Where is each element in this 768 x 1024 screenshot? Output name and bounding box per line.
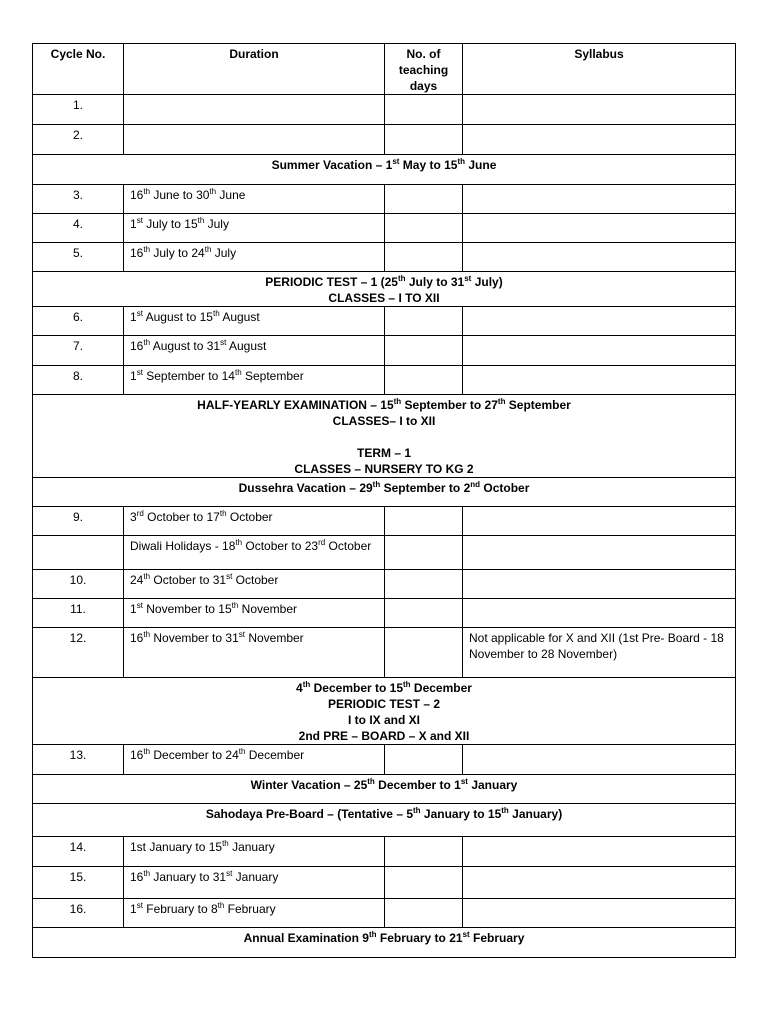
cycle-row	[33, 899, 736, 928]
cycle-row	[33, 243, 736, 272]
cycle-row	[33, 125, 736, 155]
syllabus-cell	[463, 243, 736, 272]
cycle-no-cell: 16.	[33, 899, 124, 928]
teaching-days-cell	[385, 185, 463, 214]
teaching-days-cell	[385, 745, 463, 775]
cycle-row	[33, 336, 736, 366]
teaching-days-cell	[385, 366, 463, 395]
syllabus-cell	[463, 745, 736, 775]
cycle-no-cell: 15.	[33, 867, 124, 899]
syllabus-cell	[463, 599, 736, 628]
syllabus-cell	[463, 307, 736, 336]
duration-cell: 1st September to 14th September	[124, 366, 385, 395]
cycle-no-cell: 8.	[33, 366, 124, 395]
teaching-days-cell	[385, 837, 463, 867]
teaching-days-cell	[385, 336, 463, 366]
section-line: 2nd PRE – BOARD – X and XII	[298, 729, 470, 743]
academic-plan-table	[32, 43, 736, 958]
syllabus-cell	[463, 214, 736, 243]
duration-cell	[124, 125, 385, 155]
section-line: Winter Vacation – 25th December to 1st January	[250, 777, 518, 792]
section-line: 4th December to 15th December	[296, 680, 472, 695]
section-line: PERIODIC TEST – 2	[327, 697, 441, 711]
section-line: Annual Examination 9th February to 21st February	[243, 930, 525, 945]
section-row	[33, 775, 736, 804]
cycle-no-cell: 5.	[33, 243, 124, 272]
teaching-days-cell	[385, 570, 463, 599]
syllabus-cell	[463, 837, 736, 867]
teaching-days-cell	[385, 628, 463, 678]
duration-cell: 1st August to 15th August	[124, 307, 385, 336]
teaching-days-cell	[385, 599, 463, 628]
cycle-row	[33, 599, 736, 628]
syllabus-cell	[463, 507, 736, 536]
section-line: I to IX and XI	[347, 713, 420, 727]
section-line	[39, 429, 729, 445]
duration-cell: 1st January to 15th January	[124, 837, 385, 867]
section-heading	[33, 928, 736, 958]
syllabus-cell	[463, 125, 736, 155]
teaching-days-cell	[385, 536, 463, 570]
header-teaching-days: No. of teaching days	[385, 44, 463, 95]
syllabus-cell	[463, 867, 736, 899]
section-row	[33, 272, 736, 307]
cycle-row	[33, 507, 736, 536]
section-heading	[33, 775, 736, 804]
cycle-row	[33, 628, 736, 678]
section-line: CLASSES – NURSERY TO KG 2	[294, 462, 474, 476]
syllabus-cell	[463, 185, 736, 214]
section-line: HALF-YEARLY EXAMINATION – 15th September to 27th September	[197, 397, 571, 412]
cycle-row	[33, 536, 736, 570]
duration-cell: 3rd October to 17th October	[124, 507, 385, 536]
cycle-no-cell: 1.	[33, 95, 124, 125]
duration-cell: 16th December to 24th December	[124, 745, 385, 775]
header-duration: Duration	[124, 44, 385, 95]
section-row	[33, 478, 736, 507]
cycle-no-cell: 7.	[33, 336, 124, 366]
section-heading	[33, 272, 736, 307]
header-row	[33, 44, 736, 95]
duration-cell	[124, 95, 385, 125]
section-line: Dussehra Vacation – 29th September to 2nd October	[238, 480, 530, 495]
duration-cell: 16th July to 24th July	[124, 243, 385, 272]
teaching-days-cell	[385, 243, 463, 272]
header-cycle-no: Cycle No.	[33, 44, 124, 95]
teaching-days-cell	[385, 125, 463, 155]
cycle-row	[33, 95, 736, 125]
cycle-no-cell	[33, 536, 124, 570]
cycle-no-cell: 10.	[33, 570, 124, 599]
duration-cell: 16th January to 31st January	[124, 867, 385, 899]
teaching-days-cell	[385, 214, 463, 243]
syllabus-cell	[463, 570, 736, 599]
duration-cell: 16th November to 31st November	[124, 628, 385, 678]
section-line: Summer Vacation – 1st May to 15th June	[271, 157, 497, 172]
section-row	[33, 928, 736, 958]
section-line: CLASSES – I TO XII	[328, 291, 440, 305]
cycle-no-cell: 12.	[33, 628, 124, 678]
plan-table-body	[33, 44, 736, 958]
section-line: CLASSES– I to XII	[332, 414, 436, 428]
header-syllabus: Syllabus	[463, 44, 736, 95]
section-row	[33, 804, 736, 837]
duration-cell: 1st February to 8th February	[124, 899, 385, 928]
syllabus-cell: Not applicable for X and XII (1st Pre- Board - 18 November to 28 November)	[463, 628, 736, 678]
section-heading	[33, 678, 736, 745]
syllabus-cell	[463, 95, 736, 125]
section-heading	[33, 804, 736, 837]
section-heading	[33, 395, 736, 478]
duration-cell: 16th June to 30th June	[124, 185, 385, 214]
cycle-row	[33, 214, 736, 243]
section-line: TERM – 1	[356, 446, 411, 460]
teaching-days-cell	[385, 867, 463, 899]
cycle-row	[33, 570, 736, 599]
cycle-no-cell: 2.	[33, 125, 124, 155]
cycle-no-cell: 13.	[33, 745, 124, 775]
teaching-days-cell	[385, 307, 463, 336]
duration-cell: 16th August to 31st August	[124, 336, 385, 366]
section-line: PERIODIC TEST – 1 (25th July to 31st July)	[265, 274, 503, 289]
section-row	[33, 395, 736, 478]
cycle-no-cell: 11.	[33, 599, 124, 628]
cycle-no-cell: 3.	[33, 185, 124, 214]
teaching-days-cell	[385, 507, 463, 536]
cycle-row	[33, 307, 736, 336]
duration-cell: 24th October to 31st October	[124, 570, 385, 599]
duration-cell: 1st November to 15th November	[124, 599, 385, 628]
duration-cell: Diwali Holidays - 18th October to 23rd October	[124, 536, 385, 570]
cycle-no-cell: 9.	[33, 507, 124, 536]
cycle-row	[33, 185, 736, 214]
teaching-days-cell	[385, 899, 463, 928]
teaching-days-cell	[385, 95, 463, 125]
cycle-row	[33, 745, 736, 775]
cycle-row	[33, 867, 736, 899]
section-line: Sahodaya Pre-Board – (Tentative – 5th January to 15th January)	[205, 806, 563, 821]
section-heading	[33, 478, 736, 507]
syllabus-cell	[463, 536, 736, 570]
cycle-no-cell: 4.	[33, 214, 124, 243]
cycle-row	[33, 366, 736, 395]
duration-cell: 1st July to 15th July	[124, 214, 385, 243]
cycle-row	[33, 837, 736, 867]
section-row	[33, 678, 736, 745]
syllabus-cell	[463, 899, 736, 928]
section-row	[33, 155, 736, 185]
cycle-no-cell: 14.	[33, 837, 124, 867]
syllabus-cell	[463, 366, 736, 395]
cycle-no-cell: 6.	[33, 307, 124, 336]
section-heading	[33, 155, 736, 185]
syllabus-cell	[463, 336, 736, 366]
